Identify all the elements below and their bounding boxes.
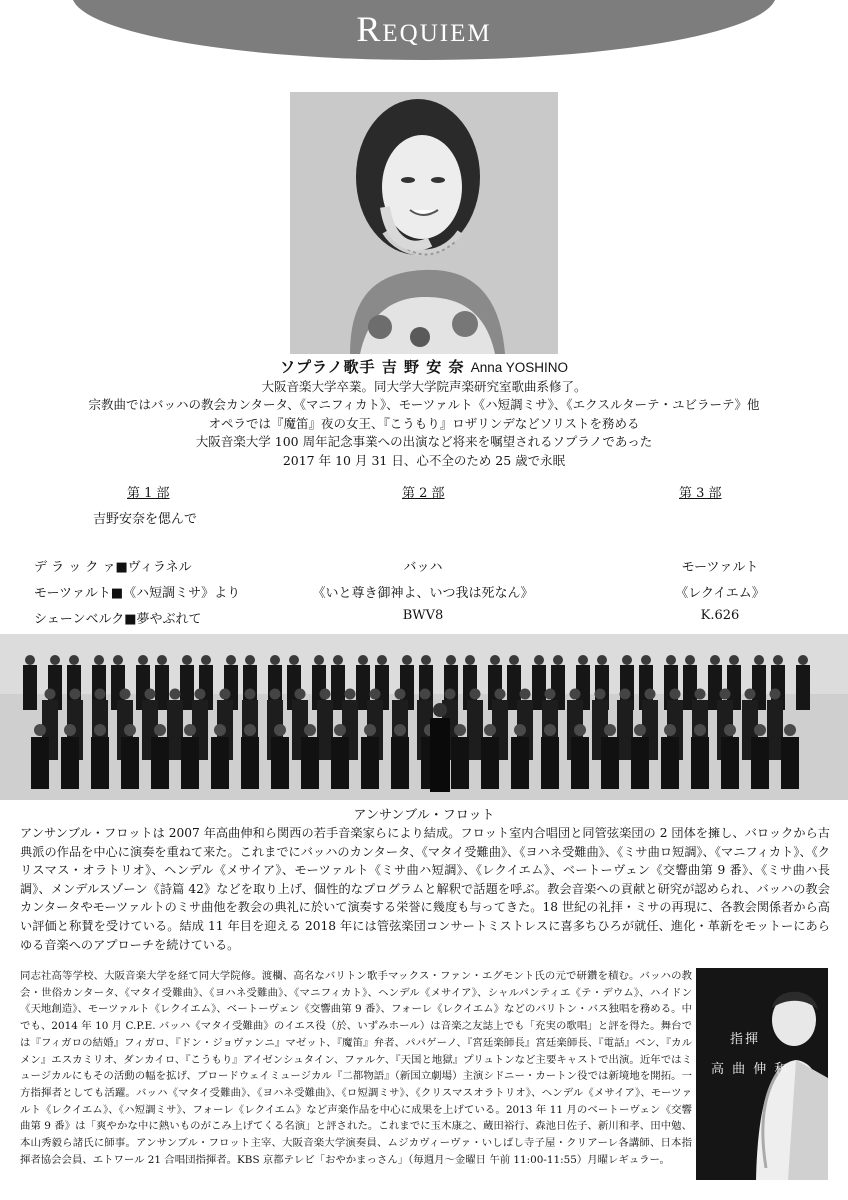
conductor-biography: 同志社高等学校、大阪音楽大学を経て同大学院修。渡欄、高名なバリトン歌手マックス・ファン・エグモント氏の元で研鑽を積む。バッハの教会・世俗カンタータ、《マタイ受難曲》、《ヨハネ受難曲》、《マニフィカト》、ヘンデル《メサイア》、シャルパンティエ《テ・デウム》、ハイドン《天地創造》、モーツァルト《レクイエム》、ベートーヴェン《交響曲第 9 番》、フォーレ《レクイエム》などのバリトン・バス独唱を務める。中でも、2014 年 10 月 C.P.E. バッハ《マタイ受難曲》のイエス役（於、いずみホール）は音楽之友誌上でも「充実の歌唱」と評を得た。舞台では『フィガロの結婚』フィガロ、『ドン・ジョヴァンニ』マゼット、『魔笛』弁者、パパゲーノ、『宮廷楽師長』宮廷楽師長、『電話』ベン、『カルメン』エスカミリオ、ダンカイロ、『こうもり』アイゼンシュタイン、ファルケ、『天国と地獄』プリュトンなど主要キャストで出演。近年ではミュージカルにもその活動の幅を拡げ、ブロードウェイミュージカル『二都物語』（新国立劇場）主演シドニー・カートン役では新境地を開拓。一方指揮者としても活躍。バッハ《マタイ受難曲》、《ヨハネ受難曲》、《ロ短調ミサ》、《クリスマスオラトリオ》、ヘンデル《メサイア》、モーツァルト《レクイエム》、《ハ短調ミサ》、フォーレ《レクイエム》など声楽作品を中心に成果を上げている。2013 年 11 月のベートーヴェン《交響曲第 9 番》は「爽やかな中に熱いものがこみ上げてくる名演」と評された。これまでに玉木康之、蔵田裕行、森池日佐子、新川和孝、田中勉、本山秀毅ら諸氏に師事。アンサンブル・フロット主宰、大阪音楽大学演奏員、ムジカヴィーヴァ・いしばし寺子屋・クリアーレ各講師、日本指揮者協会会員、エトワール 21 合唱団指揮者。KBS 京都テレビ「おやかまっさん」（毎週月～金曜日 午前 11:00-11:55）月曜レギュラー。 (20, 970, 692, 1166)
ensemble-name: アンサンブル・フロット (353, 808, 495, 823)
part3-heading: 第 3 部 (679, 486, 722, 501)
soprano-info (20, 358, 828, 470)
ensemble-photo (0, 634, 848, 800)
soprano-role: ソプラノ歌手 (280, 358, 376, 376)
ensemble-description: アンサンブル・フロットは 2007 年高曲伸和ら関西の若手音楽家らにより結成。フロット室内合唱団と同管弦楽団の 2 団体を擁し、バロックから古典派の作品を中心に演奏を重ねて来た。これまでにバッハのカンタータ、《マタイ受難曲》、《ヨハネ受難曲》、《ミサ曲ロ短調》、《マニフィカト》、《クリスマス・オラトリオ》、ヘンデル《メサイア》、モーツァルト《ミサ曲ハ短調》、《レクイエム》、ベートーヴェン《交響曲第 9 番》、《ミサ曲ハ長調》、メンデルスゾーン《詩篇 42》などを取り上げ、個性的なプログラムと解釈で話題を呼ぶ。教会音楽への貢献と研究が認められ、バッハの教会カンタータやモーツァルトのミサ曲他を教会の典礼に於いて演奏する栄誉に幾度も与ってきた。18 世紀の礼拝・ミサの再現に、各教会関係者から高い評価と称賛を受けている。結成 11 年目を迎える 2018 年には管弦楽団コンサートミストレスに喜多ちひろが就任、進化・革新をモットーにあらゆる音楽へのアプローチを続けている。 (20, 826, 830, 952)
soprano-name-line (20, 358, 828, 378)
soprano-portrait (290, 92, 558, 354)
part1-item: デ ラ ッ ク ァ■ヴィラネル (34, 560, 192, 575)
soprano-bio-line: 大阪音楽大学 100 周年記念事業への出演など将来を嘱望されるソプラノであった (195, 434, 653, 449)
part2-item: BWV8 (402, 608, 444, 623)
soprano-name-jp: 吉 野 安 奈 (381, 358, 465, 376)
part1-item: モーツァルト■《ハ短調ミサ》より (34, 586, 241, 601)
soprano-name-en: Anna YOSHINO (470, 360, 568, 375)
page-title: Requiem (356, 9, 492, 49)
soprano-bio-line: 2017 年 10 月 31 日、心不全のため 25 歳で永眠 (282, 452, 566, 468)
conductor-label: 指揮 (730, 1032, 761, 1047)
soprano-bio-line: 大阪音楽大学卒業。同大学大学院声楽研究室歌曲系修了。 (261, 378, 587, 394)
part1-heading: 第 1 部 (127, 486, 170, 501)
part3-item: 《レクイエム》 (675, 586, 765, 601)
soprano-bio-line: オペラでは『魔笛』夜の女王、『こうもり』ロザリンデなどソリストを務める (208, 415, 640, 431)
conductor-name: 高 曲 伸 和 (711, 1062, 790, 1077)
part2-item: バッハ (403, 560, 443, 575)
part1-subtitle: 吉野安奈を偲んで (93, 512, 198, 527)
part2-item: 《いと尊き御神よ、いつ我は死なん》 (312, 586, 534, 601)
part1-item: シェーンベルク■夢やぶれて (34, 612, 202, 627)
part2-heading: 第 2 部 (402, 486, 445, 501)
part3-item: モーツァルト (681, 560, 759, 575)
part3-item: K.626 (700, 608, 740, 623)
soprano-bio-line: 宗教曲ではバッハの教会カンタータ、《マニフィカト》、モーツァルト《ハ短調ミサ》、《エクスルターテ・ユビラーテ》他 (88, 397, 760, 412)
